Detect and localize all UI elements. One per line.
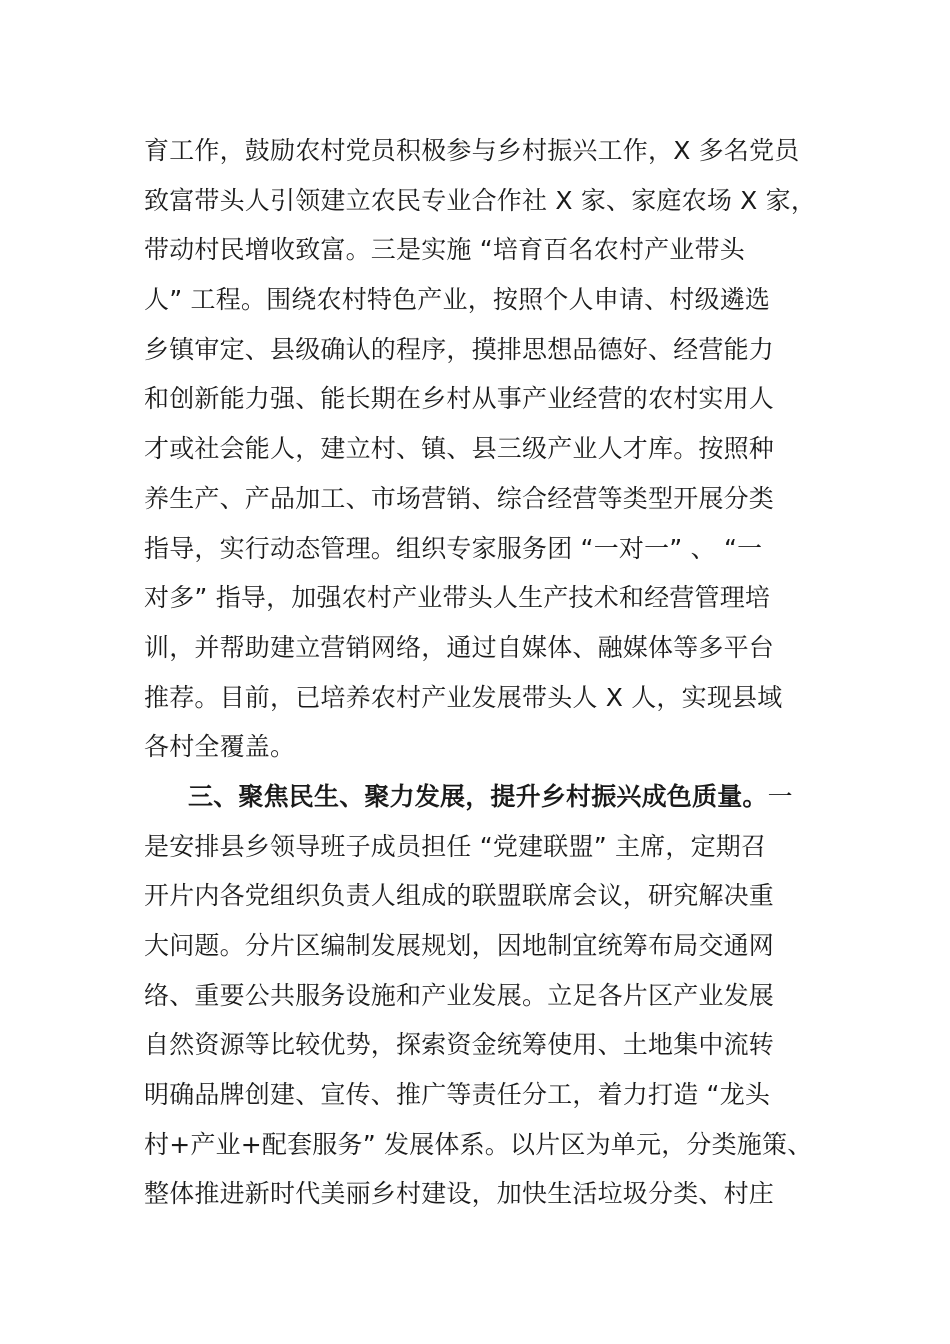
text-line: 和创新能力强、能长期在乡村从事产业经营的农村实用人 (144, 384, 775, 414)
text-line: 才或社会能人，建立村、镇、县三级产业人才库。按照种 (144, 434, 775, 464)
text-line: 村+产业+配套服务” 发展体系。以片区为单元，分类施策、 (144, 1129, 813, 1159)
text-line: 人” 工程。围绕农村特色产业，按照个人申请、村级遴选 (144, 285, 771, 315)
section-heading-line (144, 772, 824, 822)
text-line: 自然资源等比较优势，探索资金统筹使用、土地集中流转 (144, 1030, 775, 1060)
text-line: 带动村民增收致富。三是实施 “培育百名农村产业带头 (144, 235, 745, 265)
text-line: 络、重要公共服务设施和产业发展。立足各片区产业发展 (144, 980, 775, 1010)
text-line: 指导，实行动态管理。组织专家服务团 “一对一” 、 “一 (144, 533, 763, 563)
text-line: 大问题。分片区编制发展规划，因地制宜统筹布局交通网 (144, 931, 775, 960)
text-line: 各村全覆盖。 (144, 732, 296, 762)
text-line: 明确品牌创建、宣传、推广等责任分工，着力打造 “龙头 (144, 1080, 771, 1110)
text-line: 开片内各党组织负责人组成的联盟联席会议，研究解决重 (144, 881, 775, 911)
text-line: 致富带头人引领建立农民专业合作社 X 家、家庭农场 X 家， (144, 185, 817, 215)
text-line: 养生产、产品加工、市场营销、综合经营等类型开展分类 (144, 483, 775, 513)
section-heading-continuation: 一 (767, 781, 793, 811)
text-line: 推荐。目前，已培养农村产业发展带头人 X 人，实现县域 (144, 682, 783, 712)
text-line: 育工作，鼓励农村党员积极参与乡村振兴工作，X 多名党员 (144, 136, 800, 165)
text-line: 对多” 指导，加强农村产业带头人生产技术和经营管理培 (144, 583, 771, 613)
text-line: 乡镇审定、县级确认的程序，摸排思想品德好、经营能力 (144, 334, 775, 364)
body-text (144, 126, 824, 1219)
section-heading: 三、聚焦民生、聚力发展，提升乡村振兴成色质量。 (188, 781, 768, 811)
text-line: 整体推进新时代美丽乡村建设，加快生活垃圾分类、村庄 (144, 1179, 775, 1209)
text-line: 是安排县乡领导班子成员担任 “党建联盟” 主席，定期召 (144, 831, 767, 861)
text-line: 训，并帮助建立营销网络，通过自媒体、融媒体等多平台 (144, 632, 775, 662)
